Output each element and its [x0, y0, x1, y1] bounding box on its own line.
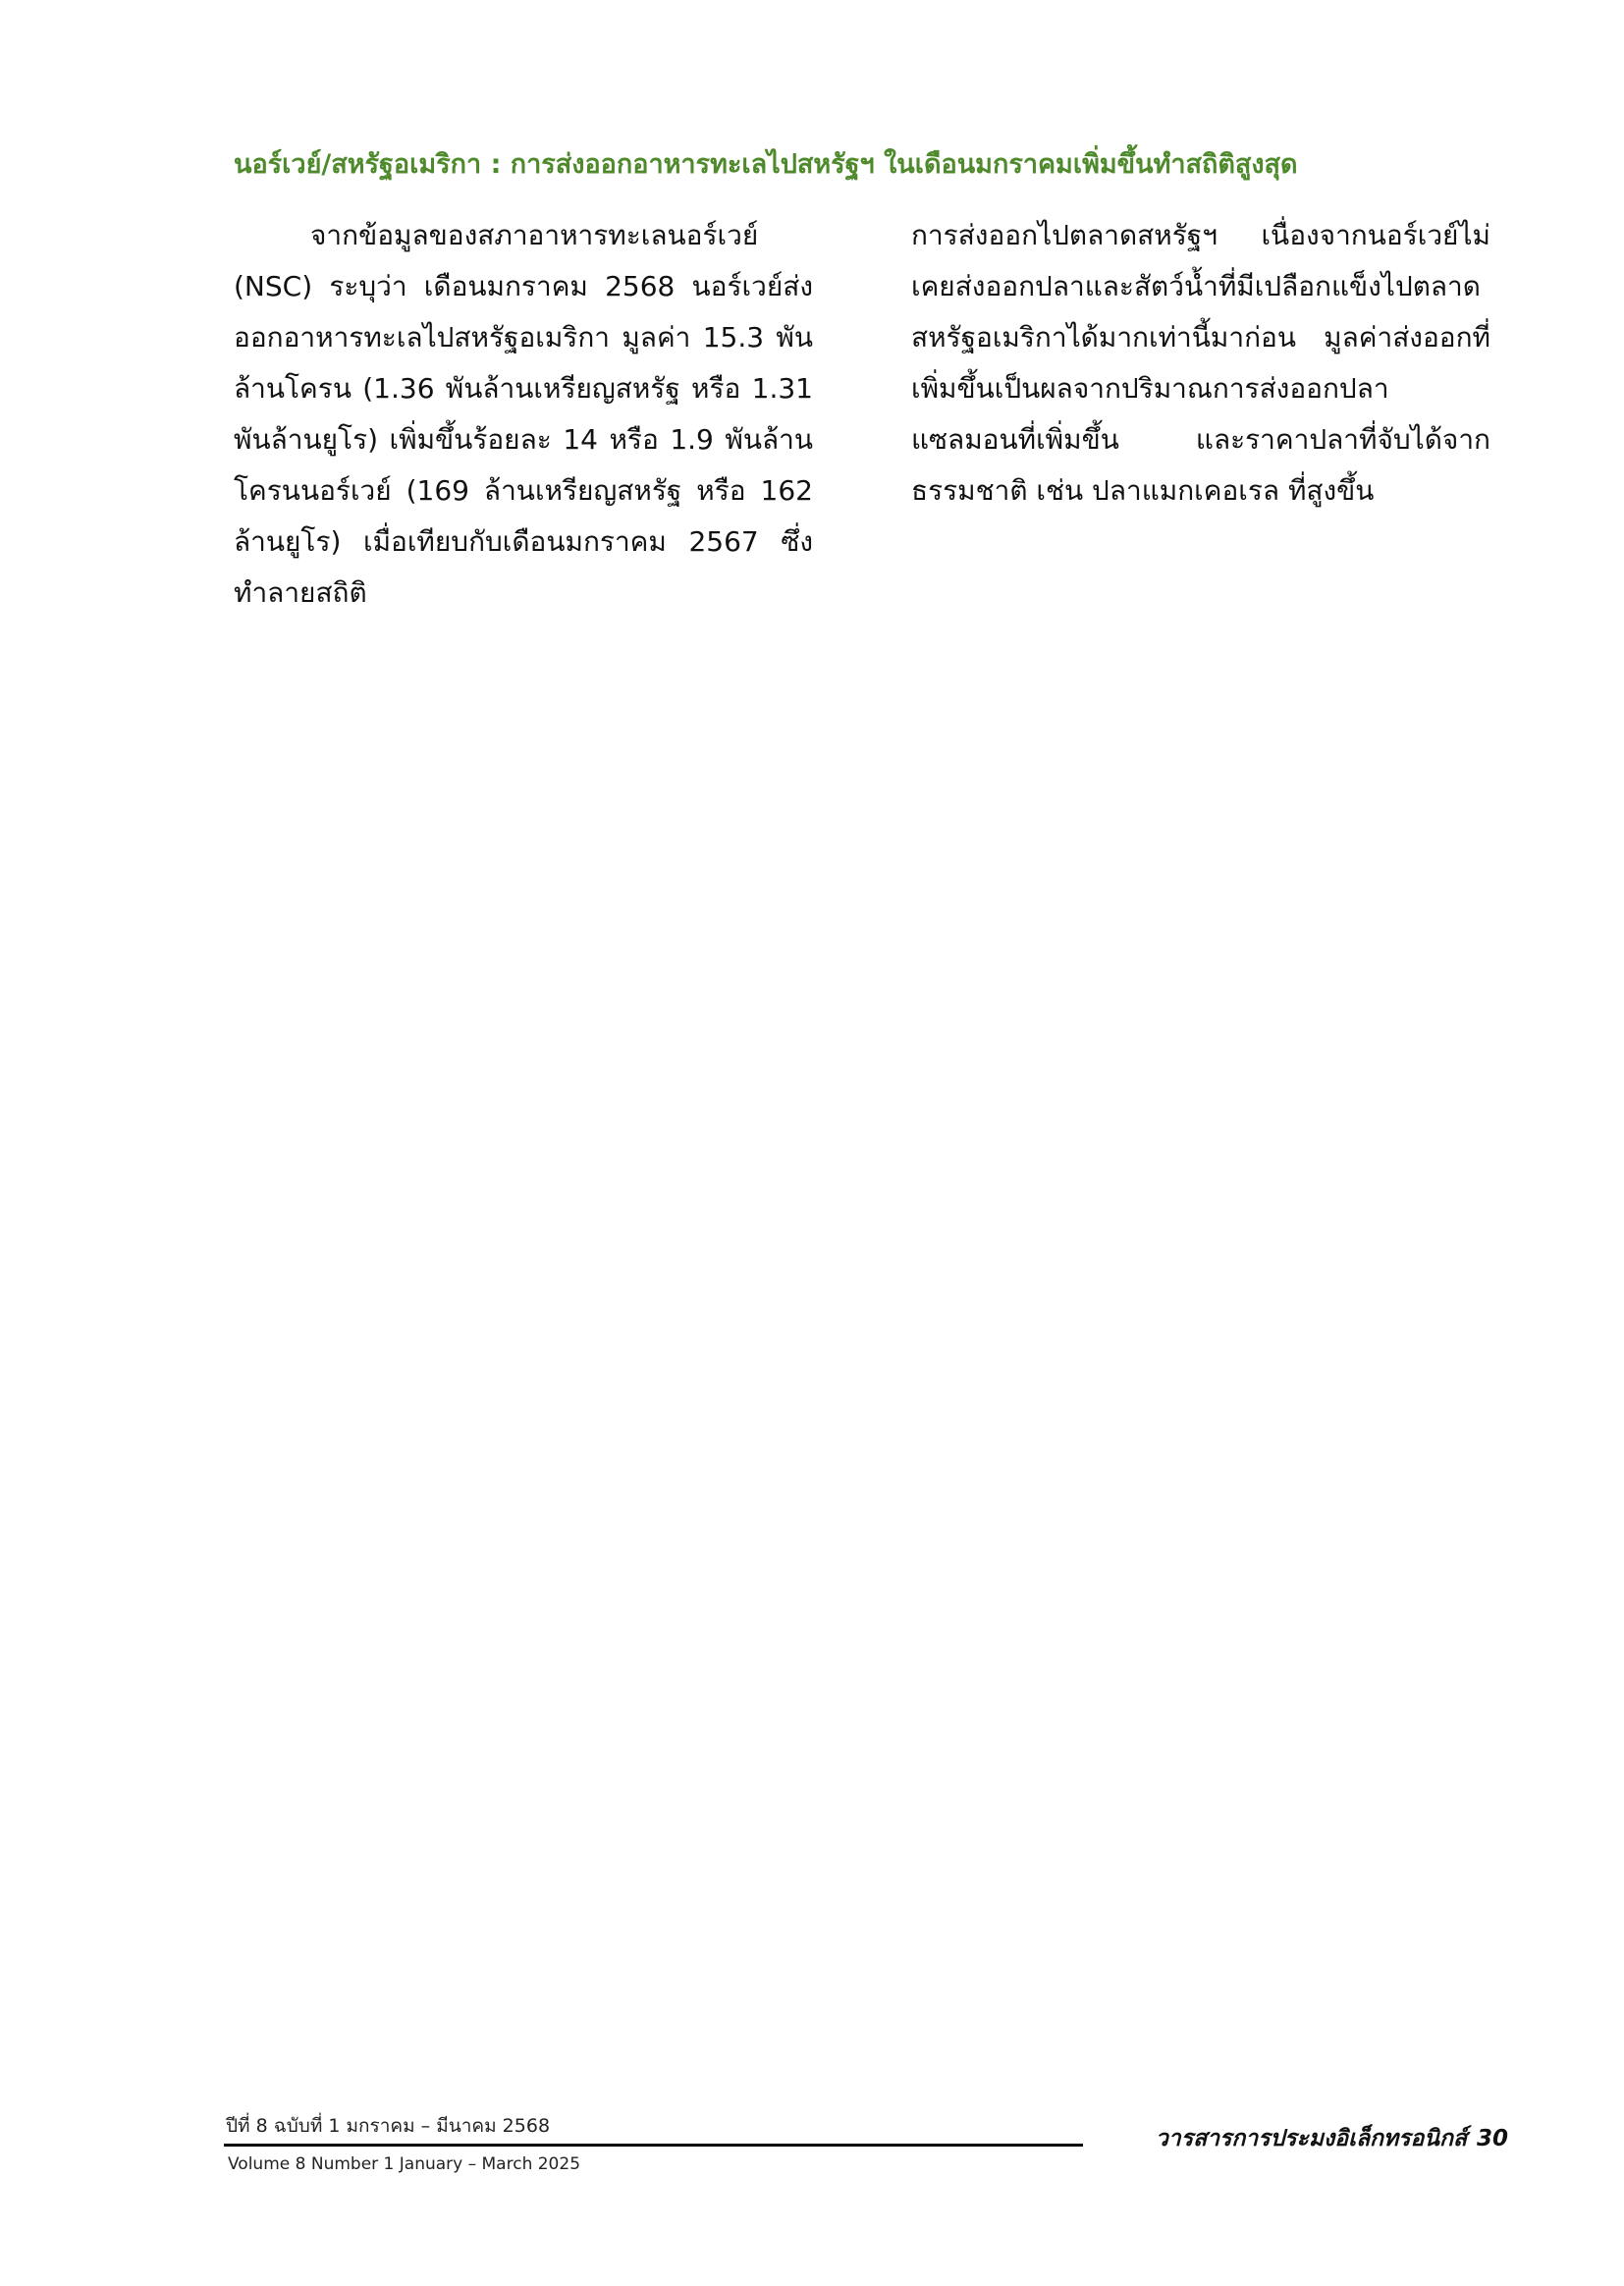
article-paragraph-right: การส่งออกไปตลาดสหรัฐฯ เนื่องจากนอร์เวย์ไม่เคยส่งออกปลาและสัตว์น้ำที่มีเปลือกแข็งไปตลาดสหรัฐอเมริกาได้มากเท่านี้มาก่อน มูลค่าส่งออกที่เพิ่มขึ้นเป็นผลจากปริมาณการส่งออกปลาแซลมอนที่เพิ่มขึ้น และราคาปลาที่จับได้จากธรรมชาติ เช่น ปลาแมกเคอเรล ที่สูงขึ้น: [911, 219, 1490, 507]
footer-divider: [224, 2144, 1083, 2147]
journal-name: วารสารการประมงอิเล็กทรอนิกส์: [1155, 2126, 1467, 2151]
article-column-left: [234, 210, 813, 619]
article-column-right: [911, 210, 1490, 517]
article-paragraph-left: จากข้อมูลของสภาอาหารทะเลนอร์เวย์ (NSC) ระบุว่า เดือนมกราคม 2568 นอร์เวย์ส่งออกอาหารทะเลไปสหรัฐอเมริกา มูลค่า 15.3 พันล้านโครน (1.36 พันล้านเหรียญสหรัฐ หรือ 1.31 พันล้านยูโร) เพิ่มขึ้นร้อยละ 14 หรือ 1.9 พันล้านโครนนอร์เวย์ (169 ล้านเหรียญสหรัฐ หรือ 162 ล้านยูโร) เมื่อเทียบกับเดือนมกราคม 2567 ซึ่งทำลายสถิติ: [234, 219, 813, 609]
footer-issue-english: Volume 8 Number 1 January – March 2025: [228, 2154, 581, 2174]
footer-journal: [1156, 2121, 1508, 2156]
article-heading: นอร์เวย์/สหรัฐอเมริกา : การส่งออกอาหารทะเลไปสหรัฐฯ ในเดือนมกราคมเพิ่มขึ้นทำสถิติสูงสุด: [234, 149, 1298, 180]
page-number: 30: [1476, 2126, 1508, 2151]
footer-issue-thai: ปีที่ 8 ฉบับที่ 1 มกราคม – มีนาคม 2568: [226, 2115, 551, 2137]
